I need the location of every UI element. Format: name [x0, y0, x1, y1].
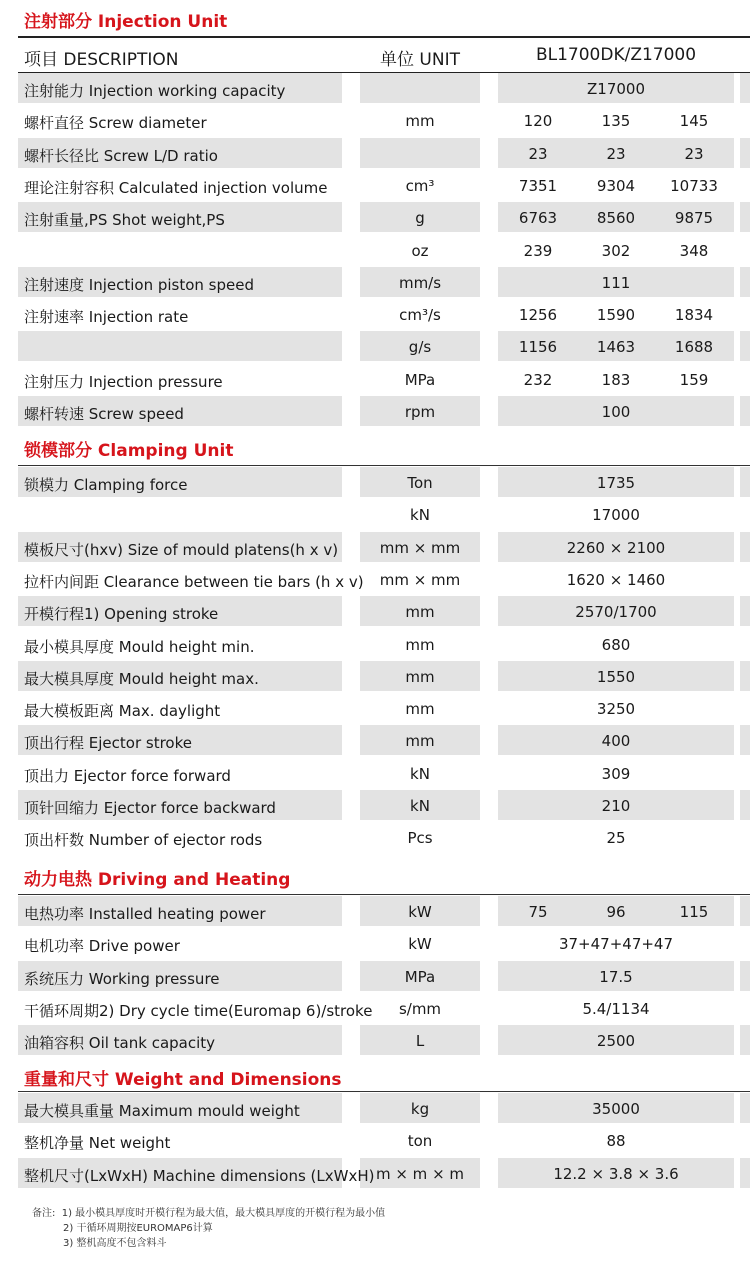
- table-row: [0, 725, 750, 757]
- row-unit: cm³: [405, 177, 435, 195]
- table-row: [0, 822, 750, 854]
- table-row: [0, 1125, 750, 1157]
- row-label: 顶出行程 Ejector stroke: [24, 734, 192, 752]
- row-label: 电热功率 Installed heating power: [24, 905, 266, 923]
- table-row: [0, 661, 750, 693]
- row-label: 注射能力 Injection working capacity: [24, 82, 286, 100]
- row-label: 顶出力 Ejector force forward: [24, 767, 231, 785]
- row-unit: L: [415, 1032, 425, 1050]
- row-shade: [740, 73, 750, 103]
- row-value: 17.5: [599, 968, 633, 986]
- row-value: 17000: [592, 506, 640, 524]
- row-unit: ton: [407, 1132, 433, 1150]
- row-label: 电机功率 Drive power: [24, 937, 180, 955]
- row-unit: kN: [410, 765, 430, 783]
- section-rule-driving: [18, 894, 750, 895]
- table-row: [0, 629, 750, 661]
- row-label: 螺杆长径比 Screw L/D ratio: [24, 147, 218, 165]
- row-shade: [740, 1093, 750, 1123]
- row-shade: [740, 661, 750, 691]
- row-label: 干循环周期2) Dry cycle time(Euromap 6)/stroke: [24, 1002, 373, 1020]
- row-unit: mm: [405, 112, 435, 130]
- row-value: 23: [606, 145, 626, 163]
- row-unit: oz: [411, 242, 429, 260]
- row-unit: kN: [410, 797, 430, 815]
- row-shade: [740, 467, 750, 497]
- row-value: 210: [601, 797, 631, 815]
- row-value: 37+47+47+47: [558, 935, 674, 953]
- table-row: [0, 896, 750, 928]
- row-label: 开模行程1) Opening stroke: [24, 605, 219, 623]
- row-unit: Pcs: [407, 829, 433, 847]
- table-row: [0, 467, 750, 499]
- table-row: [0, 331, 750, 363]
- row-value: 2500: [596, 1032, 636, 1050]
- table-row: [0, 758, 750, 790]
- table-row: [0, 993, 750, 1025]
- table-row: [0, 396, 750, 428]
- row-label: 最大模具厚度 Mould height max.: [24, 670, 259, 688]
- table-row: [0, 170, 750, 202]
- row-value: 88: [606, 1132, 626, 1150]
- row-label: 最小模具厚度 Mould height min.: [24, 638, 255, 656]
- row-shade: [740, 725, 750, 755]
- row-label: 注射速度 Injection piston speed: [24, 276, 254, 294]
- row-value: Z17000: [587, 80, 645, 98]
- row-value: 400: [601, 732, 631, 750]
- row-value: 12.2 × 3.8 × 3.6: [553, 1165, 679, 1183]
- row-shade: [740, 138, 750, 168]
- row-value: 7351: [518, 177, 558, 195]
- row-value: 1256: [518, 306, 558, 324]
- row-value: 159: [679, 371, 709, 389]
- table-row: [0, 202, 750, 234]
- row-value: 2570/1700: [575, 603, 657, 621]
- row-value: 111: [601, 274, 631, 292]
- row-unit: mm: [405, 668, 435, 686]
- table-row: [0, 299, 750, 331]
- table-row: [0, 564, 750, 596]
- row-label: 注射速率 Injection rate: [24, 308, 189, 326]
- table-row: [0, 928, 750, 960]
- row-value: 23: [528, 145, 548, 163]
- row-shade: [740, 961, 750, 991]
- row-value: 680: [601, 636, 631, 654]
- row-unit: mm: [405, 700, 435, 718]
- row-value: 1156: [518, 338, 558, 356]
- row-value: 1834: [674, 306, 714, 324]
- note-line: 1) 最小模具厚度时开模行程为最大值，最大模具厚度的开模行程为最小值: [61, 1208, 386, 1219]
- header-model: BL1700DK/Z17000: [535, 45, 697, 65]
- row-shade: [18, 331, 342, 361]
- row-shade: [740, 1158, 750, 1188]
- section-rule-weight: [18, 1091, 750, 1092]
- table-row: [0, 1025, 750, 1057]
- row-unit: cm³/s: [399, 306, 441, 324]
- row-unit: kg: [410, 1100, 430, 1118]
- row-unit: mm: [405, 603, 435, 621]
- row-label: 系统压力 Working pressure: [24, 970, 220, 988]
- row-value: 8560: [596, 209, 636, 227]
- row-shade: [740, 1025, 750, 1055]
- table-row: [0, 138, 750, 170]
- row-value: 23: [684, 145, 704, 163]
- row-label: 拉杆内间距 Clearance between tie bars (h x v): [24, 573, 364, 591]
- table-row: [0, 1093, 750, 1125]
- row-value: 96: [606, 903, 626, 921]
- row-label: 整机净量 Net weight: [24, 1134, 171, 1152]
- section-rule-clamping: [18, 465, 750, 466]
- table-row: [0, 73, 750, 105]
- row-unit: kW: [408, 903, 432, 921]
- section-title-injection: 注射部分 Injection Unit: [24, 12, 228, 32]
- row-unit: g: [415, 209, 425, 227]
- row-value: 5.4/1134: [582, 1000, 650, 1018]
- row-unit: s/mm: [398, 1000, 442, 1018]
- row-value: 120: [523, 112, 553, 130]
- header-unit: 单位 UNIT: [380, 50, 460, 70]
- row-unit: mm: [405, 636, 435, 654]
- row-value: 35000: [592, 1100, 640, 1118]
- row-unit: rpm: [404, 403, 436, 421]
- row-shade: [740, 532, 750, 562]
- header-description: 项目 DESCRIPTION: [24, 50, 179, 70]
- table-row: [0, 532, 750, 564]
- row-value: 348: [679, 242, 709, 260]
- row-label: 螺杆直径 Screw diameter: [24, 114, 207, 132]
- row-shade: [740, 331, 750, 361]
- notes-prefix: 备注:: [32, 1208, 56, 1219]
- row-shade: [740, 267, 750, 297]
- notes: [32, 1206, 385, 1251]
- row-label: 螺杆转速 Screw speed: [24, 405, 184, 423]
- table-row: [0, 790, 750, 822]
- row-value: 9304: [596, 177, 636, 195]
- row-shade: [360, 138, 480, 168]
- table-row: [0, 105, 750, 137]
- section-title-clamping: 锁模部分 Clamping Unit: [24, 441, 234, 461]
- row-value: 302: [601, 242, 631, 260]
- table-header: [18, 36, 750, 73]
- row-label: 注射重量,PS Shot weight,PS: [24, 211, 225, 229]
- row-shade: [740, 790, 750, 820]
- row-label: 整机尺寸(LxWxH) Machine dimensions (LxWxH): [24, 1167, 375, 1185]
- table-row: [0, 961, 750, 993]
- row-value: 1590: [596, 306, 636, 324]
- row-shade: [360, 73, 480, 103]
- table-row: [0, 1158, 750, 1190]
- row-unit: mm/s: [398, 274, 442, 292]
- table-row: [0, 235, 750, 267]
- section-title-driving: 动力电热 Driving and Heating: [24, 870, 291, 890]
- section-title-weight: 重量和尺寸 Weight and Dimensions: [24, 1070, 342, 1090]
- note-line: 2) 干循环周期按EUROMAP6计算: [63, 1223, 213, 1234]
- row-value: 135: [601, 112, 631, 130]
- row-value: 239: [523, 242, 553, 260]
- row-unit: MPa: [404, 371, 436, 389]
- row-shade: [740, 596, 750, 626]
- table-row: [0, 267, 750, 299]
- row-shade: [740, 896, 750, 926]
- row-unit: m × m × m: [375, 1165, 465, 1183]
- row-unit: mm × mm: [379, 539, 461, 557]
- row-label: 模板尺寸(hxv) Size of mould platens(h x v): [24, 541, 339, 559]
- row-value: 145: [679, 112, 709, 130]
- row-shade: [740, 396, 750, 426]
- row-value: 9875: [674, 209, 714, 227]
- row-label: 油箱容积 Oil tank capacity: [24, 1034, 216, 1052]
- table-row: [0, 499, 750, 531]
- row-label: 顶针回缩力 Ejector force backward: [24, 799, 276, 817]
- row-shade: [740, 202, 750, 232]
- note-line: 3) 整机高度不包含料斗: [63, 1238, 167, 1249]
- row-value: 1550: [596, 668, 636, 686]
- row-value: 232: [523, 371, 553, 389]
- row-value: 115: [679, 903, 709, 921]
- row-label: 锁模力 Clamping force: [24, 476, 188, 494]
- row-value: 10733: [670, 177, 718, 195]
- row-value: 1688: [674, 338, 714, 356]
- row-unit: kW: [408, 935, 432, 953]
- row-unit: mm × mm: [379, 571, 461, 589]
- table-row: [0, 596, 750, 628]
- row-value: 309: [601, 765, 631, 783]
- row-label: 顶出杆数 Number of ejector rods: [24, 831, 263, 849]
- row-unit: kN: [410, 506, 430, 524]
- row-value: 75: [528, 903, 548, 921]
- row-value: 100: [601, 403, 631, 421]
- row-value: 6763: [518, 209, 558, 227]
- row-unit: MPa: [404, 968, 436, 986]
- row-unit: Ton: [407, 474, 433, 492]
- row-value: 3250: [596, 700, 636, 718]
- row-value: 1735: [596, 474, 636, 492]
- row-label: 最大模板距离 Max. daylight: [24, 702, 221, 720]
- row-label: 注射压力 Injection pressure: [24, 373, 223, 391]
- row-value: 1620 × 1460: [566, 571, 666, 589]
- row-label: 理论注射容积 Calculated injection volume: [24, 179, 328, 197]
- row-value: 183: [601, 371, 631, 389]
- table-row: [0, 693, 750, 725]
- row-value: 2260 × 2100: [566, 539, 666, 557]
- row-unit: mm: [405, 732, 435, 750]
- row-value: 1463: [596, 338, 636, 356]
- row-unit: g/s: [408, 338, 432, 356]
- row-value: 25: [606, 829, 626, 847]
- table-row: [0, 364, 750, 396]
- row-label: 最大模具重量 Maximum mould weight: [24, 1102, 300, 1120]
